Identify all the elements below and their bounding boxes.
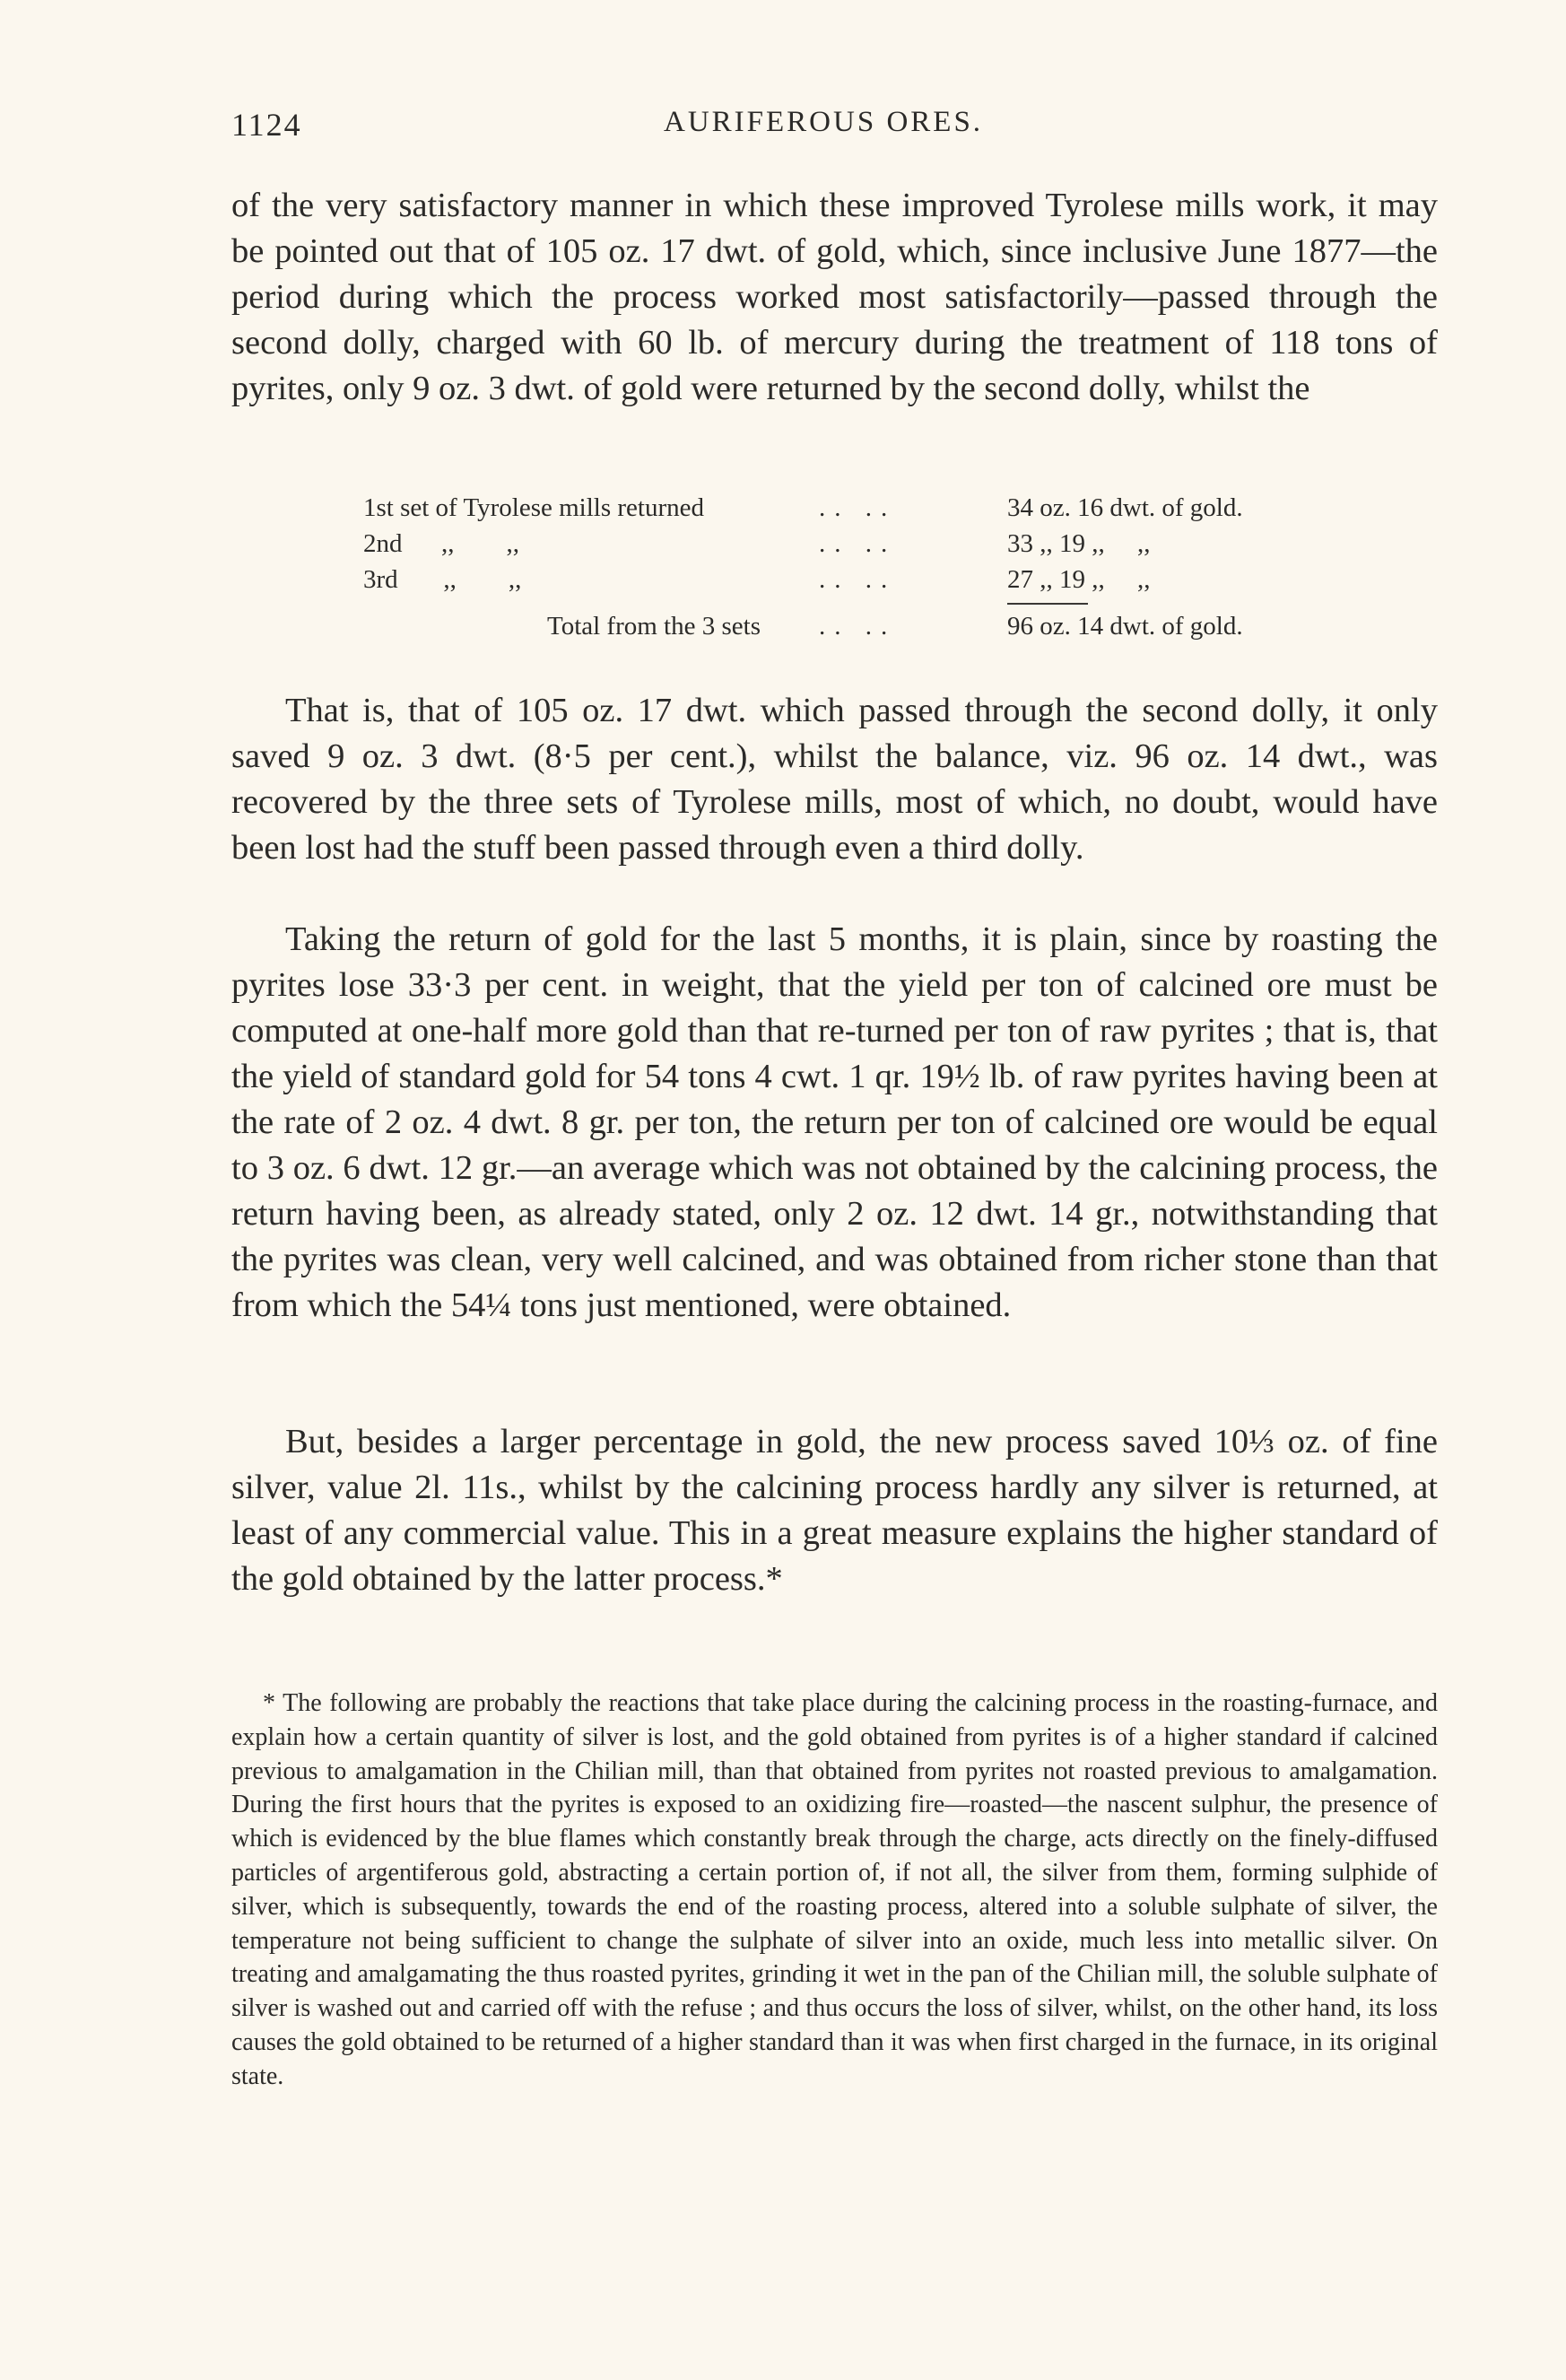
paragraph-4-block — [231, 1419, 1438, 1602]
table-row — [363, 529, 1296, 565]
paragraph-3: Taking the return of gold for the last 5 months, it is plain, since by roasting the pyrites lose 33·3 per cent. in weight, that the yield per ton of calcined ore must be computed at one-half more gold than that re-turned per ton of raw pyrites ; that is, that the yield of standard gold for 54 tons 4 cwt. 1 qr. 19½ lb. of raw pyrites having been at the rate of 2 oz. 4 dwt. 8 gr. per ton, the return per ton of calcined ore would be equal to 3 oz. 6 dwt. 12 gr.—an average which was not obtained by the calcining process, the return having been, as already stated, only 2 oz. 12 dwt. 14 gr., notwithstanding that the pyrites was clean, very well calcined, and was obtained from richer stone than that from which the 54¼ tons just mentioned, were obtained. — [231, 920, 1438, 1324]
table-row — [363, 565, 1296, 601]
footnote: * The following are probably the reactions that take place during the calcining process in the roasting-furnace, and explain how a certain quantity of silver is lost, and the gold obtained from pyrites is of a higher standard if calcined previous to amalgamation in the Chilian mill, than that obtained from pyrites not roasted previous to amalgamation. During the first hours that the pyrites is exposed to an oxidizing fire—roasted—the nascent sulphur, the presence of which is evidenced by the blue flames which constantly break through the charge, acts directly on the finely-diffused particles of argentiferous gold, abstracting a certain portion of, if not all, the silver from them, forming sulphide of silver, which is subsequently, towards the end of the roasting process, altered into a soluble sulphate of silver, the temperature not being sufficient to change the sulphate of silver into an oxide, much less into metallic silver. On treating and amalgamating the thus roasted pyrites, grinding it wet in the pan of the Chilian mill, the soluble sulphate of silver is washed out and carried off with the refuse ; and thus occurs the loss of silver, whilst, on the other hand, its loss causes the gold obtained to be returned of a higher standard than it was when first charged in the furnace, in its original state. — [231, 1689, 1438, 2090]
paragraph-3-block — [231, 917, 1438, 1329]
row-value: 33 ,, 19 ,, ,, — [1007, 529, 1151, 558]
row-value: 27 ,, 19 ,, ,, — [1007, 565, 1151, 594]
paragraph-2: That is, that of 105 oz. 17 dwt. which passed through the second dolly, it only saved 9 oz. 3 dwt. (8·5 per cent.), whilst the balance, viz. 96 oz. 14 dwt., was recovered by the three sets of Tyrolese mills, most of which, no doubt, would have been lost had the stuff been passed through even a third dolly. — [231, 692, 1438, 867]
paragraph-1: of the very satisfactory manner in which these improved Tyrolese mills work, it may be pointed out that of 105 oz. 17 dwt. of gold, which, since inclusive June 1877—the period during which the process worked most satisfactorily—passed through the second dolly, charged with 60 lb. of mercury during the treatment of 118 tons of pyrites, only 9 oz. 3 dwt. of gold were returned by the second dolly, whilst the — [231, 187, 1438, 407]
total-label: Total from the 3 sets — [547, 612, 761, 641]
sum-rule — [1007, 603, 1088, 605]
running-title: AURIFEROUS ORES. — [664, 106, 984, 138]
table-row — [363, 493, 1296, 529]
dot-leader: .. .. — [819, 612, 897, 641]
row-value: 34 oz. 16 dwt. of gold. — [1007, 493, 1243, 522]
total-value: 96 oz. 14 dwt. of gold. — [1007, 612, 1243, 641]
dot-leader: .. .. — [819, 529, 897, 558]
row-label: 3rd ,, ,, — [363, 565, 522, 594]
page-number: 1124 — [231, 107, 302, 143]
running-head — [231, 106, 1438, 151]
paragraph-2-block — [231, 688, 1438, 871]
row-label: 1st set of Tyrolese mills returned — [363, 493, 705, 522]
paragraph-4: But, besides a larger percentage in gold, the new process saved 10⅓ oz. of fine silver, value 2l. 11s., whilst by the calcining process hardly any silver is returned, at least of any commercial value. This in a great measure explains the higher standard of the gold obtained by the latter process.* — [231, 1423, 1438, 1598]
dot-leader: .. .. — [819, 493, 897, 522]
dot-leader: .. .. — [819, 565, 897, 594]
paragraph-1-block — [231, 183, 1438, 412]
total-row — [363, 612, 1296, 648]
row-label: 2nd ,, ,, — [363, 529, 519, 558]
gold-return-table — [363, 493, 1296, 648]
